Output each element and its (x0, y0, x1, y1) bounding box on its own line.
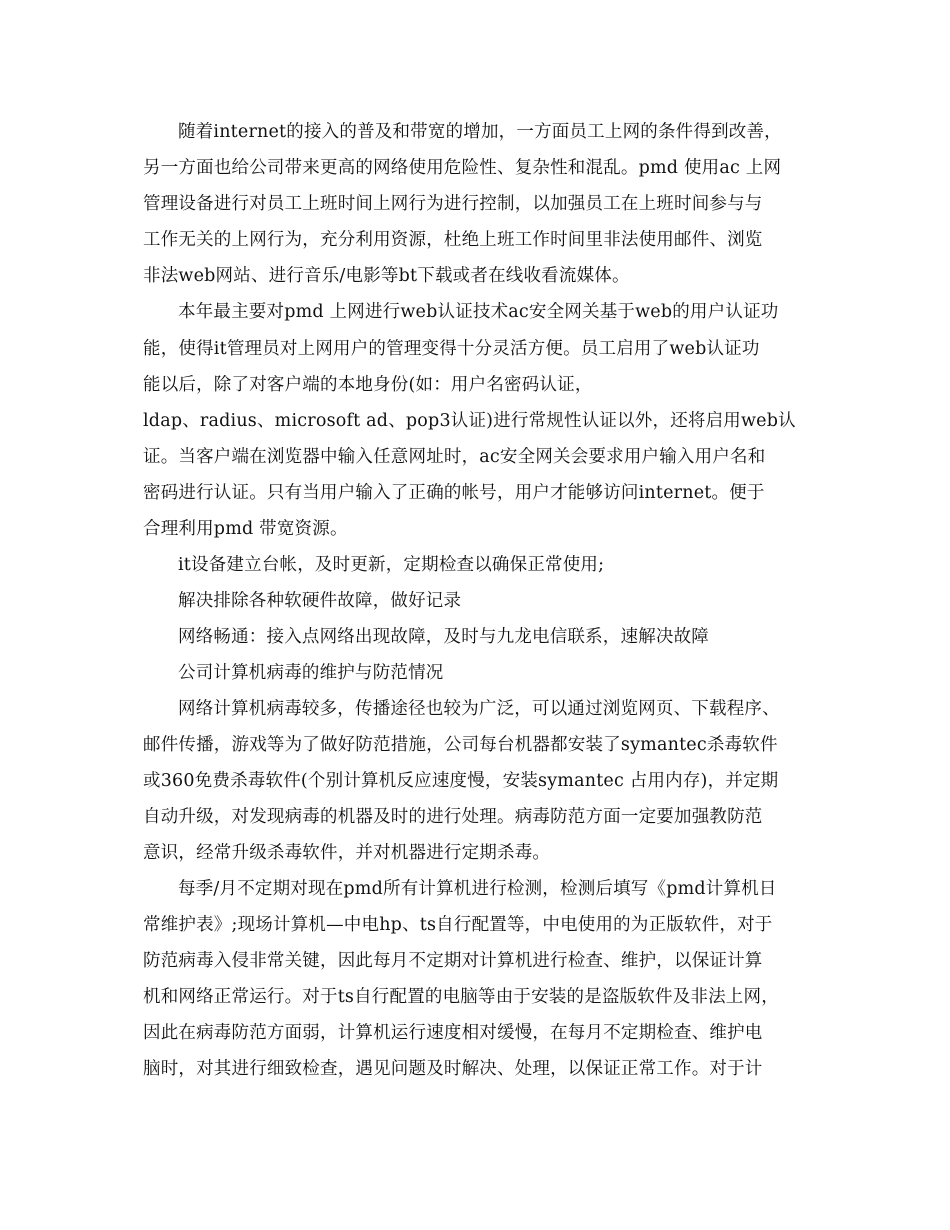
text-line: 自动升级，对发现病毒的机器及时的进行处理。病毒防范方面一定要加强教防范 (143, 807, 763, 827)
text-line: 本年最主要对pmd 上网进行web认证技术ac安全网关基于web的用户认证功 (178, 302, 779, 322)
text-line: 能，使得it管理员对上网用户的管理变得十分灵活方便。员工启用了web认证功 (143, 339, 760, 359)
text-line: 公司计算机病毒的维护与防范情况 (178, 663, 444, 683)
text-line: 常维护表》;现场计算机—中电hp、ts自行配置等，中电使用的为正版软件，对于 (143, 915, 773, 935)
text-line: 工作无关的上网行为，充分利用资源，杜绝上班工作时间里非法使用邮件、浏览 (143, 230, 763, 250)
text-line: 脑时，对其进行细致检查，遇见问题及时解决、处理，以保证正常工作。对于计 (143, 1059, 763, 1079)
text-line: 非法web网站、进行音乐/电影等bt下载或者在线收看流媒体。 (143, 266, 630, 286)
text-line: 另一方面也给公司带来更高的网络使用危险性、复杂性和混乱。pmd 使用ac 上网 (143, 158, 782, 178)
text-line: 意识，经常升级杀毒软件，并对机器进行定期杀毒。 (143, 843, 551, 863)
text-line: it设备建立台帐，及时更新，定期检查以确保正常使用; (178, 555, 605, 575)
text-line: 网络计算机病毒较多，传播途径也较为广泛，可以通过浏览网页、下载程序、 (178, 699, 780, 719)
text-line: 能以后，除了对客户端的本地身份(如：用户名密码认证， (143, 375, 593, 395)
text-line: 防范病毒入侵非常关键，因此每月不定期对计算机进行检查、维护，以保证计算 (143, 951, 763, 971)
text-line: 密码进行认证。只有当用户输入了正确的帐号，用户才能够访问internet。便于 (143, 483, 765, 503)
text-line: 邮件传播，游戏等为了做好防范措施，公司每台机器都安装了symantec杀毒软件 (143, 735, 778, 755)
text-line: 每季/月不定期对现在pmd所有计算机进行检测，检测后填写《pmd计算机日 (178, 879, 777, 899)
text-line: 管理设备进行对员工上班时间上网行为进行控制，以加强员工在上班时间参与与 (143, 194, 763, 214)
text-line: 解决排除各种软硬件故障，做好记录 (178, 591, 462, 611)
text-line: 随着internet的接入的普及和带宽的增加，一方面员工上网的条件得到改善， (178, 122, 782, 142)
text-line: 或360免费杀毒软件(个别计算机反应速度慢，安装symantec 占用内存)，并定期 (143, 771, 779, 791)
text-line: ldap、radius、microsoft ad、pop3认证)进行常规性认证以外，还将启用web认 (143, 411, 796, 431)
text-line: 证。当客户端在浏览器中输入任意网址时，ac安全网关会要求用户输入用户名和 (143, 447, 766, 467)
text-line: 合理利用pmd 带宽资源。 (143, 519, 348, 539)
text-line: 机和网络正常运行。对于ts自行配置的电脑等由于安装的是盗版软件及非法上网， (143, 987, 779, 1007)
text-line: 网络畅通：接入点网络出现故障，及时与九龙电信联系，速解决故障 (178, 627, 709, 647)
text-line: 因此在病毒防范方面弱，计算机运行速度相对缓慢，在每月不定期检查、维护电 (143, 1023, 763, 1043)
